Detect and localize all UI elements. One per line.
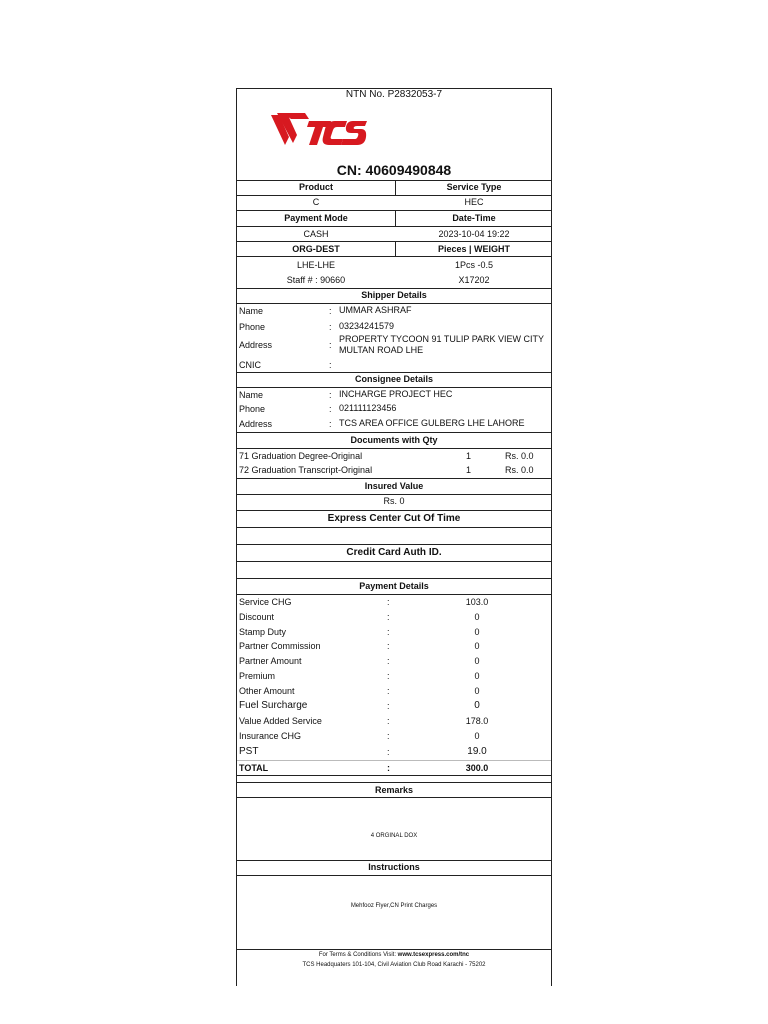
divider xyxy=(237,478,551,479)
terms-line xyxy=(237,951,551,960)
shipper-cnic-label: CNIC xyxy=(239,360,261,370)
terms-link[interactable]: www.tcsexpress.com/tnc xyxy=(397,952,470,958)
divider xyxy=(237,544,551,545)
divider xyxy=(237,782,551,783)
payment-row-value: 0 xyxy=(474,671,480,681)
service-type-label: Service Type xyxy=(446,182,502,192)
payment-row-label: Stamp Duty xyxy=(239,627,287,637)
colon: : xyxy=(387,747,390,757)
divider xyxy=(237,561,551,562)
document-amount: Rs. 0.0 xyxy=(505,465,534,475)
payment-mode-value: CASH xyxy=(303,229,329,239)
consignee-address: TCS AREA OFFICE GULBERG LHE LAHORE xyxy=(339,418,525,428)
consignee-name: INCHARGE PROJECT HEC xyxy=(339,389,453,399)
ntn-number: NTN No. P2832053-7 xyxy=(345,89,443,100)
remarks-text: 4 ORGINAL DOX xyxy=(370,833,418,839)
colon: : xyxy=(329,306,332,316)
payment-row-label: Other Amount xyxy=(239,686,295,696)
instructions-text: Mehfooz Flyer,CN Print Charges xyxy=(350,903,438,909)
payment-row-value: 0 xyxy=(474,686,480,696)
divider xyxy=(237,510,551,511)
payment-row-value: 0 xyxy=(474,731,480,741)
payment-row-label: Partner Commission xyxy=(239,641,321,651)
divider xyxy=(237,387,551,388)
payment-row-label: Insurance CHG xyxy=(239,731,302,741)
payment-row-value: 0 xyxy=(474,612,480,622)
consignee-phone-label: Phone xyxy=(239,404,266,414)
pieces-weight-value: 1Pcs -0.5 xyxy=(454,260,494,270)
document-qty: 1 xyxy=(466,465,472,475)
product-label: Product xyxy=(298,182,333,192)
remarks-section-title: Remarks xyxy=(374,785,414,795)
colon: : xyxy=(329,419,332,429)
org-dest-value: LHE-LHE xyxy=(296,260,335,270)
colon: : xyxy=(329,360,332,370)
headquarters-address: TCS Headquaters 101-104, Civil Aviation Club Road Karachi - 75202 xyxy=(302,962,486,968)
shipper-address-label: Address xyxy=(239,340,273,350)
divider xyxy=(237,594,551,595)
divider xyxy=(237,256,551,257)
colon: : xyxy=(387,612,390,622)
divider xyxy=(237,226,551,227)
instructions-section-title: Instructions xyxy=(368,862,420,872)
payment-row-value: 178.0 xyxy=(465,716,489,726)
tcs-logo xyxy=(269,109,369,149)
payment-row-label: Partner Amount xyxy=(239,656,302,666)
document-name: 72 Graduation Transcript-Original xyxy=(239,465,373,475)
payment-row-label: PST xyxy=(239,746,259,757)
insured-section-title: Insured Value xyxy=(364,481,424,491)
staff-code: X17202 xyxy=(458,275,490,285)
payment-mode-label: Payment Mode xyxy=(284,213,348,223)
payment-row-value: 0 xyxy=(474,641,480,651)
colon: : xyxy=(387,641,390,651)
consignee-address-label: Address xyxy=(239,419,273,429)
divider xyxy=(395,241,396,256)
colon: : xyxy=(387,627,390,637)
document-qty: 1 xyxy=(466,451,472,461)
payment-total-value: 300.0 xyxy=(465,763,489,773)
datetime-label: Date-Time xyxy=(452,213,496,223)
payment-row-label: Service CHG xyxy=(239,597,292,607)
divider xyxy=(395,180,396,195)
divider xyxy=(237,527,551,528)
documents-section-title: Documents with Qty xyxy=(350,435,438,445)
payment-row-label: Fuel Surcharge xyxy=(239,700,308,711)
colon: : xyxy=(387,656,390,666)
divider xyxy=(237,760,551,761)
divider xyxy=(237,775,551,776)
credit-card-title: Credit Card Auth ID. xyxy=(346,547,442,558)
pieces-weight-label: Pieces | WEIGHT xyxy=(437,244,511,254)
divider xyxy=(237,210,551,211)
colon: : xyxy=(387,701,390,711)
payment-row-value: 0 xyxy=(474,700,480,711)
shipper-name: UMMAR ASHRAF xyxy=(339,305,412,315)
document-amount: Rs. 0.0 xyxy=(505,451,534,461)
shipper-section-title: Shipper Details xyxy=(361,290,427,300)
divider xyxy=(237,797,551,798)
payment-row-label: Premium xyxy=(239,671,276,681)
payment-row-value: 0 xyxy=(474,656,480,666)
consignee-phone: 021111123456 xyxy=(339,403,397,413)
receipt xyxy=(236,88,552,986)
divider xyxy=(237,949,551,950)
product-value: C xyxy=(312,197,320,207)
colon: : xyxy=(387,731,390,741)
service-type-value: HEC xyxy=(464,197,484,207)
shipper-phone: 03234241579 xyxy=(339,321,395,331)
shipper-address: PROPERTY TYCOON 91 TULIP PARK VIEW CITY MULTAN ROAD LHE xyxy=(339,334,544,355)
payment-row-label: Value Added Service xyxy=(239,716,322,726)
divider xyxy=(237,578,551,579)
divider xyxy=(395,210,396,226)
colon: : xyxy=(387,716,390,726)
divider xyxy=(237,303,551,304)
payment-row-value: 103.0 xyxy=(465,597,489,607)
insured-value: Rs. 0 xyxy=(383,496,405,506)
terms-prefix: For Terms & Conditions Visit: xyxy=(318,952,396,958)
payment-row-value: 19.0 xyxy=(467,746,487,757)
express-cutoff-title: Express Center Cut Of Time xyxy=(327,513,461,524)
shipper-phone-label: Phone xyxy=(239,322,266,332)
payment-section-title: Payment Details xyxy=(359,581,429,591)
consignee-name-label: Name xyxy=(239,390,264,400)
datetime-value: 2023-10-04 19:22 xyxy=(438,229,510,239)
colon: : xyxy=(329,340,332,350)
colon: : xyxy=(387,671,390,681)
org-dest-label: ORG-DEST xyxy=(292,244,340,254)
cn-number: CN: 40609490848 xyxy=(336,162,452,178)
colon: : xyxy=(387,763,390,773)
document-name: 71 Graduation Degree-Original xyxy=(239,451,363,461)
payment-total-label: TOTAL xyxy=(239,763,269,773)
divider xyxy=(237,432,551,433)
colon: : xyxy=(387,597,390,607)
staff-number: Staff # : 90660 xyxy=(286,275,346,285)
payment-row-value: 0 xyxy=(474,627,480,637)
payment-row-label: Discount xyxy=(239,612,275,622)
divider xyxy=(237,875,551,876)
shipper-name-label: Name xyxy=(239,306,264,316)
colon: : xyxy=(329,404,332,414)
colon: : xyxy=(387,686,390,696)
colon: : xyxy=(329,322,332,332)
colon: : xyxy=(329,390,332,400)
divider xyxy=(237,448,551,449)
consignee-section-title: Consignee Details xyxy=(354,374,434,384)
divider xyxy=(237,241,551,242)
